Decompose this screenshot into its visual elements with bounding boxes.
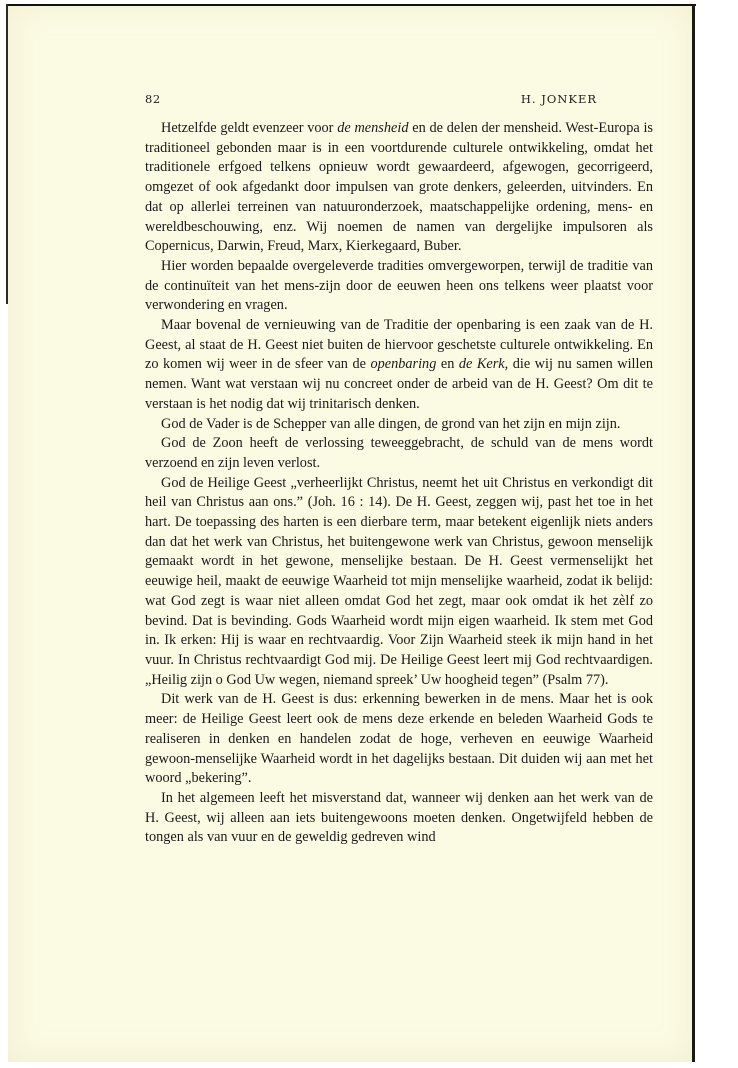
text-run: Hier worden bepaalde overgeleverde tradities omvergeworpen, terwijl de traditie van de continuïteit van het mens-zijn door de eeuwen heen ons telkens weer plaatst voor verwondering en vragen. (145, 257, 653, 314)
paragraph (145, 316, 653, 415)
text-run: Dit werk van de H. Geest is dus: erkenning bewerken in de mens. Maar het is ook meer: de Heilige Geest leert ook de mens deze erkende en beleden Waarheid Gods te realiseren in denken en handelen zodat de hoge, verheven en eeuwige Waarheid gewoon-menselijke Waarheid wordt in het dagelijks bestaan. Dit duiden wij aan met het woord „bekering”. (145, 691, 653, 787)
body-text (145, 119, 653, 848)
text-run: en de delen der mensheid. West-Europa is traditioneel gebonden maar is in een voortdurende culturele ontwikkeling, omdat het traditionele erfgoed telkens opnieuw wordt gewaardeerd, afgewogen, gecorrigeerd, omgezet of ook afgedankt door impulsen van grote denkers, geleerden, uitvinders. En dat op allerlei terreinen van natuuronderzoek, maatschappelijke ordening, mens- en wereldbeschouwing, enz. Wij noemen de namen van dergelijke impulsoren als Copernicus, Darwin, Freud, Marx, Kierkegaard, Buber. (145, 120, 653, 255)
text-run: en (436, 356, 459, 373)
italic-text: de mensheid (337, 120, 409, 136)
text-run: In het algemeen leeft het misverstand dat, wanneer wij denken aan het werk van de H. Geest, wij alleen aan iets buitengewoons moeten denken. Ongetwijfeld hebben de tongen als van vuur en de geweldig gedreven wind (145, 789, 653, 846)
paragraph (145, 119, 653, 257)
scan-edge-top (6, 4, 696, 6)
paragraph (145, 434, 653, 473)
paragraph (145, 257, 653, 316)
italic-text: de Kerk, (458, 356, 509, 373)
text-run: God de Zoon heeft de verlossing teweeggebracht, de schuld van de mens wordt verzoend en zijn leven verlost. (145, 435, 653, 471)
paragraph (145, 415, 653, 435)
paragraph (145, 789, 653, 848)
scan-edge-right (692, 4, 695, 1062)
text-run: die wij nu samen willen nemen. Want wat verstaan wij nu concreet onder de arbeid van de H. Geest? Om dit te verstaan is het nodig dat wij trinitarisch denken. (145, 356, 653, 412)
paragraph (145, 474, 653, 691)
text-run: God de Vader is de Schepper van alle dingen, de grond van het zijn en mijn zijn. (161, 415, 621, 432)
paragraph (145, 690, 653, 789)
text-run: Hetzelfde geldt evenzeer voor (161, 120, 338, 136)
text-run: Maar bovenal de vernieuwing van de Traditie der openbaring is een zaak van de H. Geest, al staat de H. Geest niet buiten de hiervoor geschetste culturele ontwikkeling. En zo komen wij weer in de sfeer van de (145, 317, 653, 373)
italic-text: openbaring (370, 356, 437, 373)
text-run: God de Heilige Geest „verheerlijkt Christus, neemt het uit Christus en verkondigt dit heil van Christus aan ons.” (Joh. 16 : 14). De H. Geest, zeggen wij, past het toe in het hart. De toepassing des harten is een dierbare term, maar betekent eigenlijk niets anders dan dat het werk van Christus, het buitengewone werk van Christus, gewoon menselijk gemaakt wordt in het gewone, menselijke bestaan. De H. Geest vermenselijkt het eeuwige heil, maakt de eeuwige Waarheid tot mijn menselijke waarheid, zodat ik belijd: wat God zegt is waar niet alleen omdat God het zegt, maar ook omdat ik het zèlf zo bevind. Dat is bevinding. Gods Waarheid wordt mijn eigen waarheid. Ik stem met God in. Ik erken: Hij is waar en rechtvaardig. Voor Zijn Waarheid steek ik mijn hand in het vuur. In Christus rechtvaardigt God mij. De Heilige Geest leert mij God rechtvaardigen. „Heilig zijn o God Uw wegen, niemand spreek’ Uw hoogheid tegen” (Psalm 77). (145, 474, 653, 688)
page-number: 82 (145, 92, 161, 106)
scan-edge-left (6, 4, 8, 304)
running-title: H. JONKER (520, 92, 597, 106)
